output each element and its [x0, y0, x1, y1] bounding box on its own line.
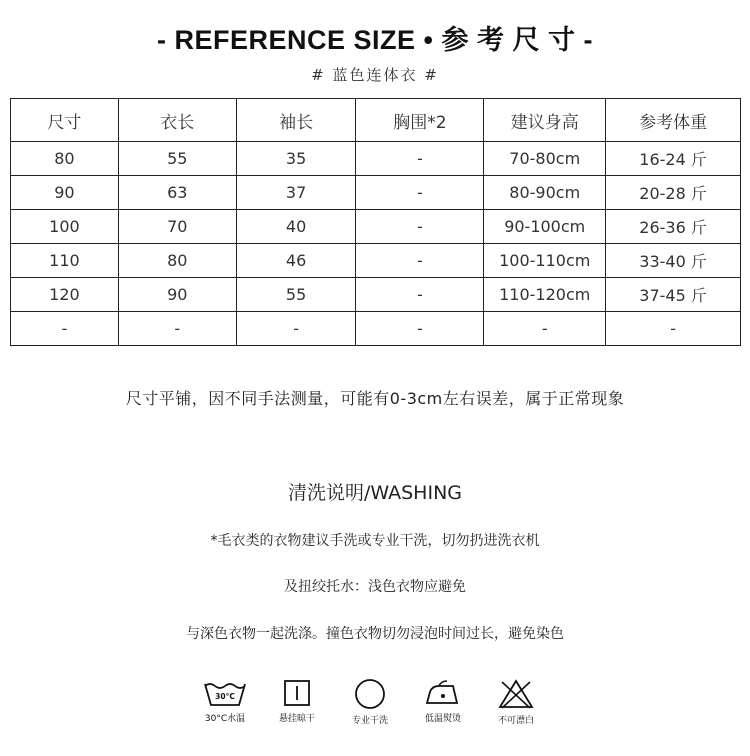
- hang-dry-icon: [282, 678, 312, 708]
- care-item: [471, 678, 561, 726]
- table-cell: 100-110cm: [484, 244, 606, 278]
- table-cell: 33-40 斤: [606, 244, 741, 278]
- table-cell: 26-36 斤: [606, 210, 741, 244]
- table-cell: 110: [11, 244, 119, 278]
- table-cell: 90-100cm: [484, 210, 606, 244]
- header-cell: 胸围*2: [356, 99, 484, 142]
- care-label: 悬挂晾干: [278, 714, 315, 724]
- table-cell: 16-24 斤: [606, 142, 741, 176]
- table-cell: 90: [11, 176, 119, 210]
- table-cell: 55: [236, 278, 356, 312]
- table-cell: -: [356, 210, 484, 244]
- table-cell: -: [236, 312, 356, 346]
- table-cell: -: [606, 312, 741, 346]
- table-cell: 37: [236, 176, 356, 210]
- wash-temp-text: 30°C: [215, 692, 235, 701]
- care-label: 30°C水温: [204, 714, 246, 724]
- washing-line: 及扭绞托水：浅色衣物应避免: [284, 579, 466, 595]
- table-cell: -: [11, 312, 119, 346]
- table-cell: 70: [118, 210, 236, 244]
- table-cell: 20-28 斤: [606, 176, 741, 210]
- table-cell: -: [118, 312, 236, 346]
- care-label: 低温熨烫: [424, 714, 461, 724]
- table-row: [11, 312, 741, 346]
- washing-line: *毛衣类的衣物建议手洗或专业干洗，切勿扔进洗衣机: [210, 533, 540, 549]
- table-cell: 55: [118, 142, 236, 176]
- iron-low-icon: [423, 678, 463, 708]
- table-cell: 40: [236, 210, 356, 244]
- table-cell: 80: [11, 142, 119, 176]
- table-cell: -: [356, 176, 484, 210]
- wash-30-icon: [202, 678, 248, 708]
- measurement-note: 尺寸平铺，因不同手法测量，可能有0-3cm左右误差，属于正常现象: [125, 389, 625, 408]
- page-title: - REFERENCE SIZE • 参 考 尺 寸 -: [157, 25, 593, 55]
- no-bleach-icon: [497, 678, 535, 710]
- size-table: [10, 98, 741, 346]
- care-label: 不可漂白: [497, 716, 534, 726]
- table-cell: 63: [118, 176, 236, 210]
- table-cell: -: [356, 312, 484, 346]
- table-cell: 80-90cm: [484, 176, 606, 210]
- table-row: [11, 142, 741, 176]
- header-cell: 尺寸: [11, 99, 119, 142]
- table-cell: -: [356, 278, 484, 312]
- table-row: [11, 278, 741, 312]
- header-cell: 参考体重: [606, 99, 741, 142]
- table-cell: 37-45 斤: [606, 278, 741, 312]
- table-header-row: [11, 99, 741, 142]
- table-cell: 70-80cm: [484, 142, 606, 176]
- table-cell: 90: [118, 278, 236, 312]
- table-row: [11, 244, 741, 278]
- dry-clean-icon: [353, 678, 387, 710]
- product-subtitle: # 蓝色连体衣 #: [311, 66, 439, 84]
- table-cell: 80: [118, 244, 236, 278]
- table-cell: 110-120cm: [484, 278, 606, 312]
- table-cell: -: [356, 244, 484, 278]
- header-cell: 衣长: [118, 99, 236, 142]
- washing-title: 清洗说明/WASHING: [287, 482, 463, 504]
- table-cell: 35: [236, 142, 356, 176]
- header-cell: 袖长: [236, 99, 356, 142]
- washing-line: 与深色衣物一起洗涤。撞色衣物切勿浸泡时间过长，避免染色: [186, 626, 564, 642]
- care-label: 专业干洗: [351, 716, 388, 726]
- table-cell: 100: [11, 210, 119, 244]
- table-cell: 120: [11, 278, 119, 312]
- table-cell: -: [484, 312, 606, 346]
- table-cell: -: [356, 142, 484, 176]
- table-row: [11, 176, 741, 210]
- header-cell: 建议身高: [484, 99, 606, 142]
- table-row: [11, 210, 741, 244]
- table-cell: 46: [236, 244, 356, 278]
